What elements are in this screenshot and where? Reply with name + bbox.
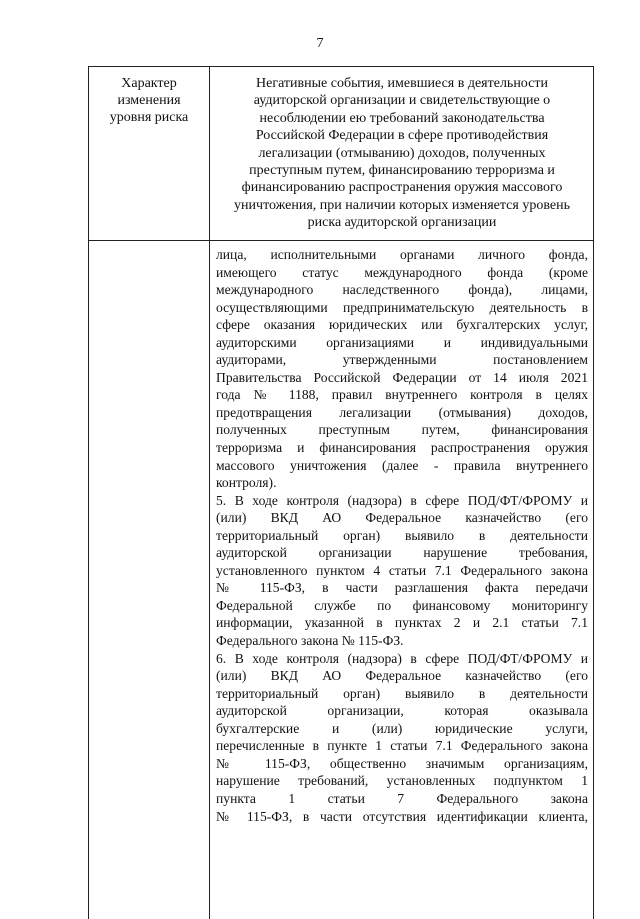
header-divider (89, 240, 593, 241)
header-cell-risk-level (89, 75, 209, 126)
body-text-line: контроля). (216, 475, 277, 491)
header-right-line: Негативные события, имевшиеся в деятельности (256, 76, 548, 91)
body-text-line: сфере оказания юридических или бухгалтерских услуг, (216, 317, 588, 333)
risk-table (88, 66, 594, 919)
header-right-line: риска аудиторской организации (307, 215, 497, 231)
page-number: 7 (316, 36, 324, 51)
body-text-line: информации, указанной в пунктах 2 и 2.1 статьи 7.1 (216, 615, 588, 631)
body-text-line: массового уничтожения (далее - правила внутреннего (216, 457, 588, 473)
body-text-line: 6. В ходе контроля (надзора) в сфере ПОД/ФТ/ФРОМУ и (216, 650, 588, 666)
body-text-line: терроризма и финансирования распространения оружия (216, 440, 588, 456)
body-text-line: аудиторской организации нарушение требования, (216, 545, 588, 561)
body-text-line: осуществляющими предпринимательскую деятельность в (216, 299, 588, 315)
body-text-line: Федеральной службе по финансовому мониторингу (216, 597, 588, 613)
body-text-line: перечисленные в пункте 1 статьи 7.1 Федерального закона (216, 738, 588, 754)
body-text-cell (216, 246, 588, 825)
header-right-line: преступным путем, финансированию терроризма и (249, 163, 555, 179)
body-text-line: № 115-ФЗ, общественно значимым организациям, (216, 755, 588, 771)
body-text-line: полученных преступным путем, финансирования (216, 422, 588, 438)
header-left-line: Характер (121, 76, 177, 91)
body-text-line: № 115-ФЗ, в части отсутствия идентификации клиента, (216, 808, 588, 824)
header-right-line: аудиторской организации и свидетельствующие о (253, 93, 551, 109)
body-text-line: лица, исполнительными органами личного фонда, (216, 247, 588, 262)
header-cell-negative-events (219, 75, 585, 232)
body-text-line: Федерального закона № 115-ФЗ. (216, 633, 404, 649)
body-text-line: установленного пунктом 4 статьи 7.1 Федерального закона (216, 562, 588, 578)
header-right-line: легализации (отмыванию) доходов, полученных (258, 145, 546, 161)
body-text-line: (или) ВКД АО Федеральное казначейство (его (216, 510, 588, 526)
column-divider (209, 67, 210, 919)
body-text-line: предотвращения легализации (отмывания) доходов, (216, 404, 588, 420)
header-right-line: Российской Федерации в сфере противодействия (255, 128, 549, 144)
body-text-line: № 115-ФЗ, в части разглашения факта передачи (216, 580, 588, 596)
body-text-line: пункта 1 статьи 7 Федерального закона (216, 790, 588, 806)
body-text-line: (или) ВКД АО Федеральное казначейство (его (216, 668, 588, 684)
body-text-line: международного наследственного фонда), лицами, (216, 282, 588, 298)
body-text-line: бухгалтерские и (или) юридические услуги, (216, 720, 588, 736)
body-text-line: года № 1188, правил внутреннего контроля в целях (216, 387, 588, 403)
body-text-line: аудиторской организации, которая оказывала (216, 703, 588, 719)
body-text-line: аудиторскими организациями и индивидуальными (216, 334, 588, 350)
header-left-line: уровня риска (109, 110, 189, 125)
header-right-line: финансированию распространения оружия массового (241, 180, 563, 196)
body-text-line: Правительства Российской Федерации от 14 июля 2021 (216, 369, 588, 385)
header-right-line: несоблюдении ею требований законодательства (259, 110, 545, 126)
header-right-line: уничтожения, при наличии которых изменяется уровень (234, 197, 570, 213)
header-left-line: изменения (117, 93, 181, 108)
body-text-line: имеющего статус международного фонда (кроме (216, 264, 588, 280)
body-text-line: 5. В ходе контроля (надзора) в сфере ПОД/ФТ/ФРОМУ и (216, 492, 588, 508)
body-text-line: территориальный орган) выявило в деятельности (216, 685, 588, 701)
body-text-line: нарушение требований, установленных подпунктом 1 (216, 773, 588, 789)
body-text-line: территориальный орган) выявило в деятельности (216, 527, 588, 543)
body-text-line: аудиторами, утвержденными постановлением (216, 352, 588, 368)
